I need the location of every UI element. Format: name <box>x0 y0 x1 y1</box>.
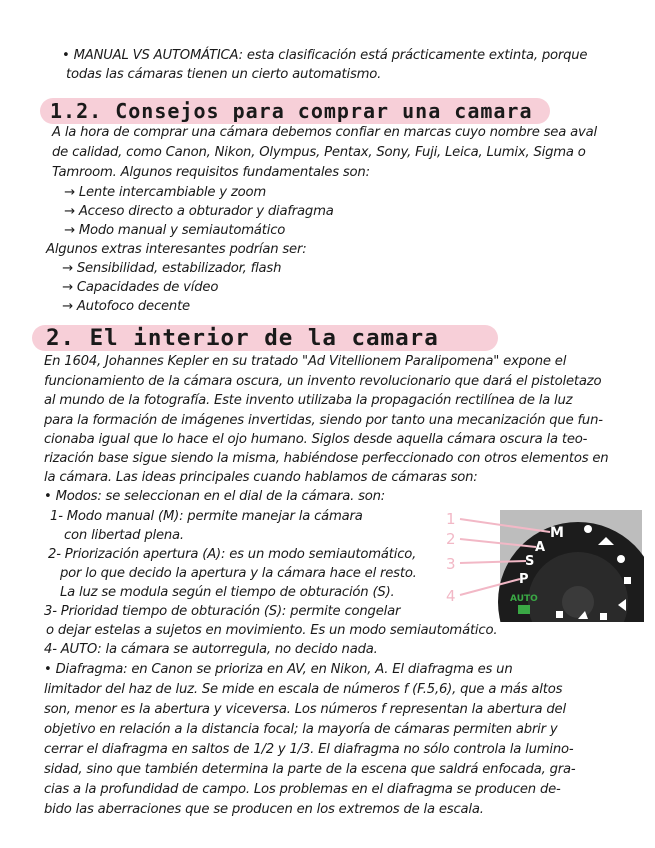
bullet-diafragma: • Diafragma: en Canon se prioriza en AV, en Nikon, A. El diafragma es un <box>44 662 513 677</box>
auto-camera-icon <box>518 605 530 614</box>
callout-number-2: 2 <box>446 530 456 548</box>
paragraph-line: A la hora de comprar una cámara debemos confiar en marcas cuyo nombre sea aval <box>52 125 597 140</box>
paragraph-line: cerrar el diafragma en saltos de 1/2 y 1/3. El diafragma no sólo controla la lumino- <box>44 742 574 757</box>
bullet-manual-vs-auto: • MANUAL VS AUTOMÁTICA: esta clasificación está prácticamente extinta, porque <box>62 48 588 63</box>
bullet-modos: • Modos: se seleccionan en el dial de la cámara. son: <box>44 489 386 504</box>
dial-label-a: A <box>535 540 546 555</box>
requirement-item: → Acceso directo a obturador y diafragma <box>64 204 334 219</box>
requirement-item: → Modo manual y semiautomático <box>64 223 286 238</box>
dial-label-p: P <box>519 572 529 587</box>
paragraph-line: limitador del haz de luz. Se mide en escala de números f (F.5,6), que a más altos <box>44 682 563 697</box>
paragraph-line: de calidad, como Canon, Nikon, Olympus, Pentax, Sony, Fuji, Leica, Lumix, Sigma o <box>52 145 586 160</box>
paragraph-line: rización base sigue siendo la misma, habiéndose perfeccionado con otros elementos en <box>44 451 609 466</box>
callout-number-3: 3 <box>446 555 456 573</box>
paragraph-line: todas las cámaras tienen un cierto automatismo. <box>66 67 382 82</box>
dial-label-auto: AUTO <box>510 594 538 604</box>
paragraph-line: son, menor es la abertura y viceversa. Los números f representan la abertura del <box>44 702 566 717</box>
extra-item: → Sensibilidad, estabilizador, flash <box>62 261 282 276</box>
paragraph-line: cias a la profundidad de campo. Los problemas en el diafragma se producen de- <box>44 782 561 797</box>
paragraph-line: la cámara. Las ideas principales cuando hablamos de cámaras son: <box>44 470 478 485</box>
creative-icon <box>556 611 563 618</box>
callout-number-4: 4 <box>446 587 456 605</box>
paragraph-line: En 1604, Johannes Kepler en su tratado "Ad Vitellionem Paralipomena" expone el <box>44 354 567 369</box>
portrait-icon <box>584 525 592 533</box>
extra-item: → Capacidades de vídeo <box>62 280 219 295</box>
callout-numbers <box>446 510 456 605</box>
section-heading-consejos: 1.2. Consejos para comprar una camara <box>40 98 550 124</box>
no-flash-icon <box>600 613 607 620</box>
paragraph-line: objetivo en relación a la distancia focal; la mayoría de cámaras permiten abrir y <box>44 722 558 737</box>
paragraph-line: bido las aberraciones que se producen en los extremos de la escala. <box>44 802 484 817</box>
sports-icon <box>624 577 631 584</box>
extra-item: → Autofoco decente <box>62 299 190 314</box>
paragraph-line: cionaba igual que lo hace el ojo humano. Siglos desde aquella cámara oscura la teo- <box>44 432 588 447</box>
mode-item: 4- AUTO: la cámara se autorregula, no decido nada. <box>44 642 378 657</box>
mode-item-continued: o dejar estelas a sujetos en movimiento. Es un modo semiautomático. <box>46 623 498 638</box>
mode-item-continued: por lo que decido la apertura y la cámara hace el resto. <box>60 566 417 581</box>
mode-item: 1- Modo manual (M): permite manejar la cámara <box>50 509 363 524</box>
paragraph-line: Tamroom. Algunos requisitos fundamentales son: <box>52 165 370 180</box>
mode-item-continued: con libertad plena. <box>64 528 184 543</box>
dial-hub <box>562 586 594 618</box>
paragraph-line: sidad, sino que también determina la parte de la escena que saldrá enfocada, gra- <box>44 762 576 777</box>
dial-label-m: M <box>550 525 564 541</box>
dial-label-s: S <box>525 554 535 569</box>
paragraph-line: Algunos extras interesantes podrían ser: <box>46 242 307 257</box>
mode-item: 3- Prioridad tiempo de obturación (S): permite congelar <box>44 604 401 619</box>
paragraph-line: al mundo de la fotografía. Este invento utilizaba la propagación rectilínea de la luz <box>44 393 573 408</box>
requirement-item: → Lente intercambiable y zoom <box>64 185 266 200</box>
macro-icon <box>617 555 625 563</box>
paragraph-line: funcionamiento de la cámara oscura, un invento revolucionario que dará el pistoletazo <box>44 374 602 389</box>
section-heading-interior: 2. El interior de la camara <box>32 325 498 351</box>
paragraph-line: para la formación de imágenes invertidas, siendo por tanto una mecanización que fun- <box>44 413 603 428</box>
mode-item-continued: La luz se modula según el tiempo de obturación (S). <box>60 585 395 600</box>
camera-mode-dial-diagram <box>438 507 644 622</box>
mode-item: 2- Priorización apertura (A): es un modo semiautomático, <box>48 547 417 562</box>
callout-number-1: 1 <box>446 510 456 528</box>
